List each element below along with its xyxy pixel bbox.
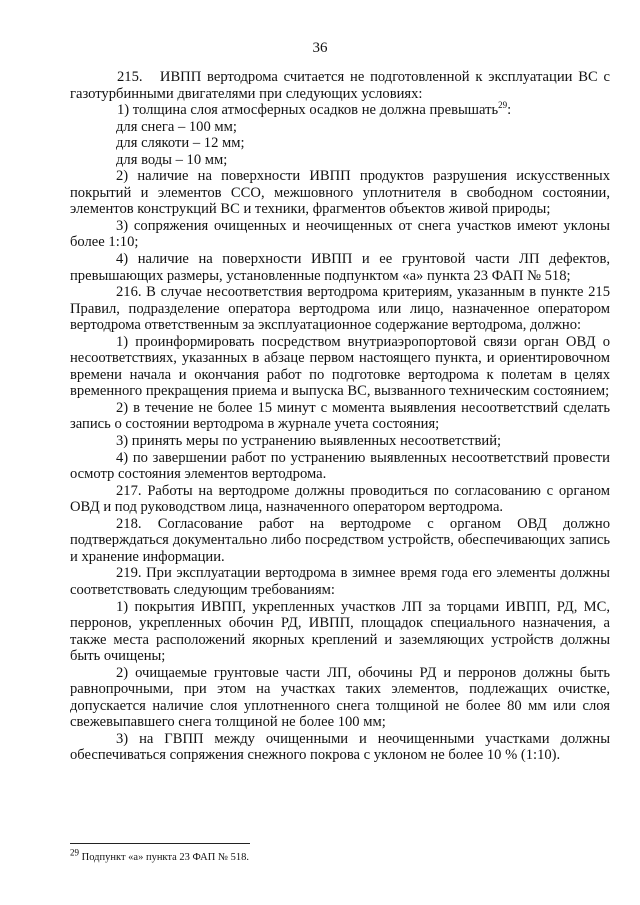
paragraph-217: 217. Работы на вертодроме должны проводиться по согласованию с органом ОВД и под руководством лица, назначенного оператором вертодрома. xyxy=(70,482,610,516)
footnote-text: Подпункт «а» пункта 23 ФАП № 518. xyxy=(81,852,249,863)
document-body xyxy=(70,69,610,764)
paragraph-215-2: 2) наличие на поверхности ИВПП продуктов разрушения искусственных покрытий и элементов ССО, межшовного уплотнителя в свободном состоянии, элементов конструкций ВС и техники, фрагментов объектов живой природы; xyxy=(70,168,610,218)
paragraph-216: 216. В случае несоответствия вертодрома критериям, указанным в пункте 215 Правил, подразделение оператора вертодрома или лицо, назначенное оператором вертодрома ответственным за эксплуатационное содержание вертодрома, должно: xyxy=(70,284,610,334)
item-number: 215. xyxy=(117,69,143,85)
paragraph-215-intro xyxy=(70,69,610,102)
paragraph-slush: для слякоти – 12 мм; xyxy=(116,135,245,152)
paragraph-216-2: 2) в течение не более 15 минут с момента выявления несоответствий сделать запись о состоянии вертодрома в журнале учета состояния; xyxy=(70,399,610,433)
paragraph-219: 219. При эксплуатации вертодрома в зимнее время года его элементы должны соответствовать следующим требованиям: xyxy=(70,565,610,598)
paragraph-216-4: 4) по завершении работ по устранению выявленных несоответствий провести осмотр состояния элементов вертодрома. xyxy=(70,449,610,483)
paragraph-text: ИВПП вертодрома считается не подготовленной к эксплуатации ВС с газотурбинными двигателями при следующих условиях: xyxy=(70,69,610,102)
paragraph-219-2: 2) очищаемые грунтовые части ЛП, обочины РД и перронов должны быть равнопрочными, при этом на участках таких элементов, подлежащих очистке, допускается наличие слоя уплотненного снега толщиной не более 80 мм или слоя свежевыпавшего снега толщиной не более 100 мм; xyxy=(70,664,610,731)
footnote-ref: 29 xyxy=(498,100,508,111)
paragraph-215-1 xyxy=(70,102,610,119)
paragraph-218: 218. Согласование работ на вертодроме с органом ОВД должно подтверждаться документально либо посредством устройств, обеспечивающих запись и хранение информации. xyxy=(70,515,610,565)
paragraph-text: 1) толщина слоя атмосферных осадков не должна превышать xyxy=(117,102,499,119)
page-number: 36 xyxy=(312,40,328,56)
footnote-mark: 29 xyxy=(70,847,79,858)
paragraph-219-1: 1) покрытия ИВПП, укрепленных участков ЛП за торцами ИВПП, РД, МС, перронов, укрепленных обочин РД, ИВПП, площадок специального назначения, а также места расположений якорных креплений и заземляющих устройств должны быть очищены; xyxy=(70,598,610,665)
paragraph-215-4: 4) наличие на поверхности ИВПП и ее грунтовой части ЛП дефектов, превышающих размеры, установленные подпунктом «а» пункта 23 ФАП № 518; xyxy=(70,251,610,284)
paragraph-snow: для снега – 100 мм; xyxy=(116,118,237,135)
paragraph-216-1: 1) проинформировать посредством внутриаэропортовой связи орган ОВД о несоответствиях, указанных в абзаце первом настоящего пункта, и ориентировочном времени начала и окончания работ по подготовке вертодрома к полетам в целях временного прекращения приема и выпуска ВС, вызванного техническим состоянием; xyxy=(70,333,610,400)
paragraph-punct: : xyxy=(507,102,512,119)
paragraph-215-3: 3) сопряжения очищенных и неочищенных от снега участков имеют уклоны более 1:10; xyxy=(70,217,610,251)
paragraph-219-3: 3) на ГВПП между очищенными и неочищенными участками должны обеспечиваться сопряжения снежного покрова с уклоном не более 10 % (1:10). xyxy=(70,730,610,764)
footnote xyxy=(70,847,610,864)
footnote-divider xyxy=(70,843,250,844)
paragraph-216-3: 3) принять меры по устранению выявленных несоответствий; xyxy=(116,433,502,450)
paragraph-water: для воды – 10 мм; xyxy=(116,151,228,168)
